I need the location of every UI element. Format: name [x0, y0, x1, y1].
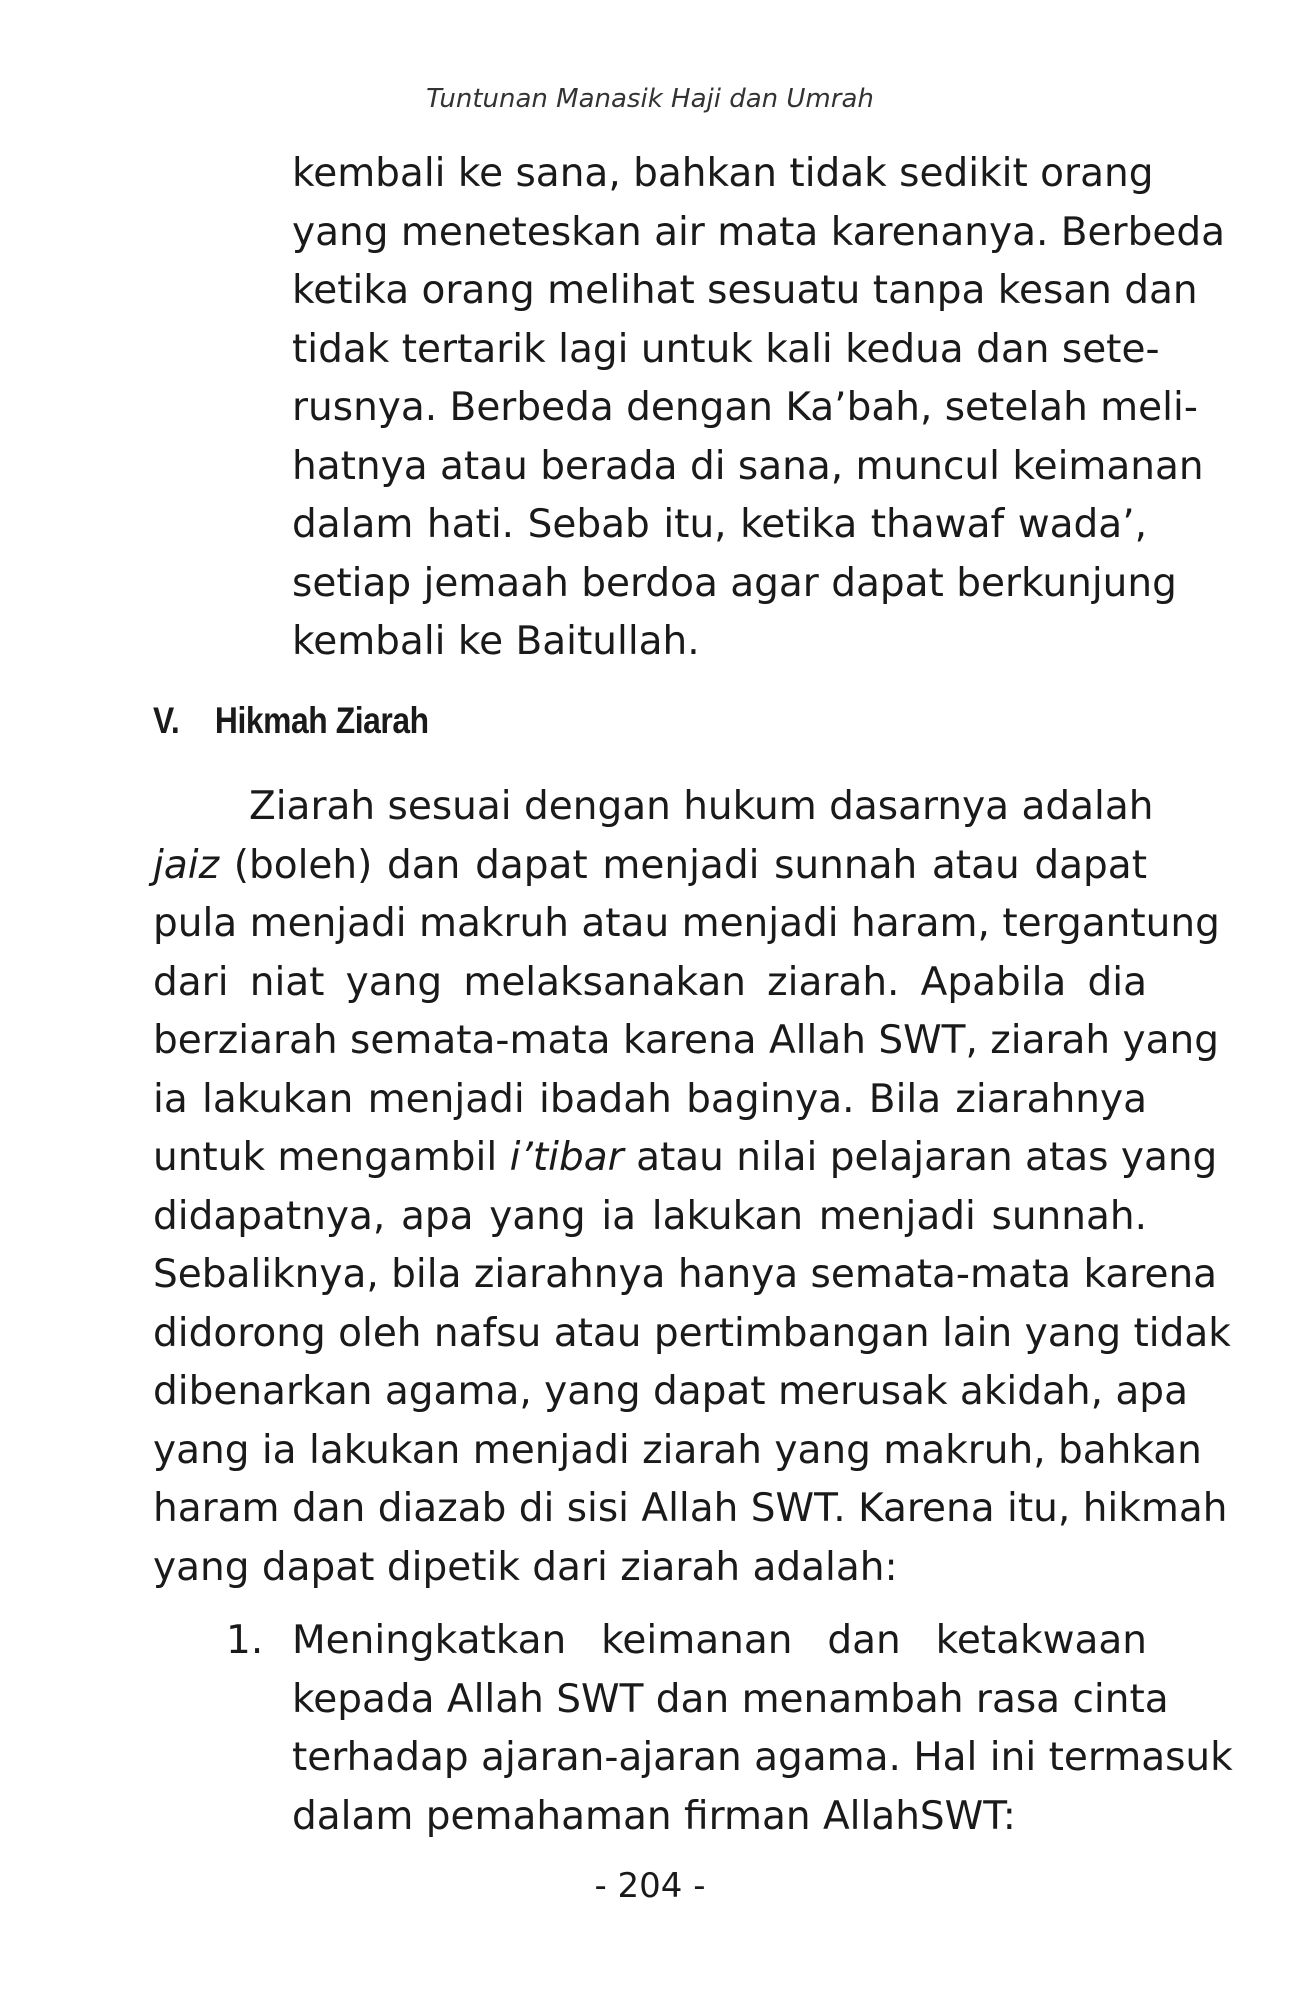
section-number: V. — [153, 700, 180, 741]
list-item-number: 1. — [226, 1618, 264, 1663]
text-line: yang ia lakukan menjadi ziarah yang makruh, bahkan — [153, 1427, 1202, 1473]
text-line: dibenarkan agama, yang dapat merusak akidah, apa — [153, 1369, 1188, 1414]
text-line: Meningkatkan keimanan dan ketakwaan — [292, 1618, 1147, 1663]
text-line: Ziarah sesuai dengan hukum dasarnya adalah — [249, 784, 1154, 829]
main-paragraph — [153, 778, 1231, 1597]
text-line: kepada Allah SWT dan menambah rasa cinta — [292, 1676, 1169, 1722]
section-title: Hikmah Ziarah — [214, 700, 429, 741]
text-line: terhadap ajaran-ajaran agama. Hal ini termasuk — [292, 1735, 1233, 1780]
text-line: dalam hati. Sebab itu, ketika thawaf wada’, — [292, 502, 1147, 547]
text-line: yang meneteskan air mata karenanya. Berbeda — [292, 209, 1225, 255]
text-line: pula menjadi makruh atau menjadi haram, tergantung — [153, 901, 1220, 946]
text-line: dalam pemahaman firman AllahSWT: — [292, 1793, 1016, 1839]
text-line: didorong oleh nafsu atau pertimbangan lain yang tidak — [153, 1310, 1231, 1356]
text-line: ia lakukan menjadi ibadah baginya. Bila ziarahnya — [153, 1076, 1147, 1122]
text-line: setiap jemaah berdoa agar dapat berkunjung — [292, 560, 1177, 606]
italic-term: i’tibar — [509, 1135, 624, 1180]
section-heading — [153, 700, 429, 742]
text-line: jaiz (boleh) dan dapat menjadi sunnah atau dapat — [153, 842, 1147, 888]
intro-paragraph — [292, 145, 1225, 672]
text-line: dari niat yang melaksanakan ziarah. Apabila dia — [153, 959, 1147, 1005]
text-line: tidak tertarik lagi untuk kali kedua dan sete- — [292, 326, 1160, 372]
text-line: untuk mengambil i’tibar atau nilai pelajaran atas yang — [153, 1135, 1218, 1180]
text-line: berziarah semata-mata karena Allah SWT, ziarah yang — [153, 1018, 1219, 1063]
text-line: kembali ke sana, bahkan tidak sedikit orang — [292, 151, 1154, 196]
numbered-list — [153, 1612, 1233, 1846]
text-line: ketika orang melihat sesuatu tanpa kesan dan — [292, 268, 1198, 313]
text-line: didapatnya, apa yang ia lakukan menjadi sunnah. — [153, 1193, 1147, 1239]
text-line: yang dapat dipetik dari ziarah adalah: — [153, 1544, 898, 1590]
running-head: Tuntunan Manasik Haji dan Umrah — [426, 84, 874, 114]
text-line: rusnya. Berbeda dengan Ka’bah, setelah meli- — [292, 385, 1198, 430]
text-line: hatnya atau berada di sana, muncul keimanan — [292, 443, 1204, 489]
page-number: - 204 - — [594, 1866, 706, 1906]
text-line: Sebaliknya, bila ziarahnya hanya semata-mata karena — [153, 1252, 1218, 1297]
italic-term: jaiz — [153, 842, 220, 888]
text-line: haram dan diazab di sisi Allah SWT. Karena itu, hikmah — [153, 1486, 1228, 1531]
list-item — [153, 1612, 1233, 1846]
text-line: kembali ke Baitullah. — [292, 619, 700, 664]
